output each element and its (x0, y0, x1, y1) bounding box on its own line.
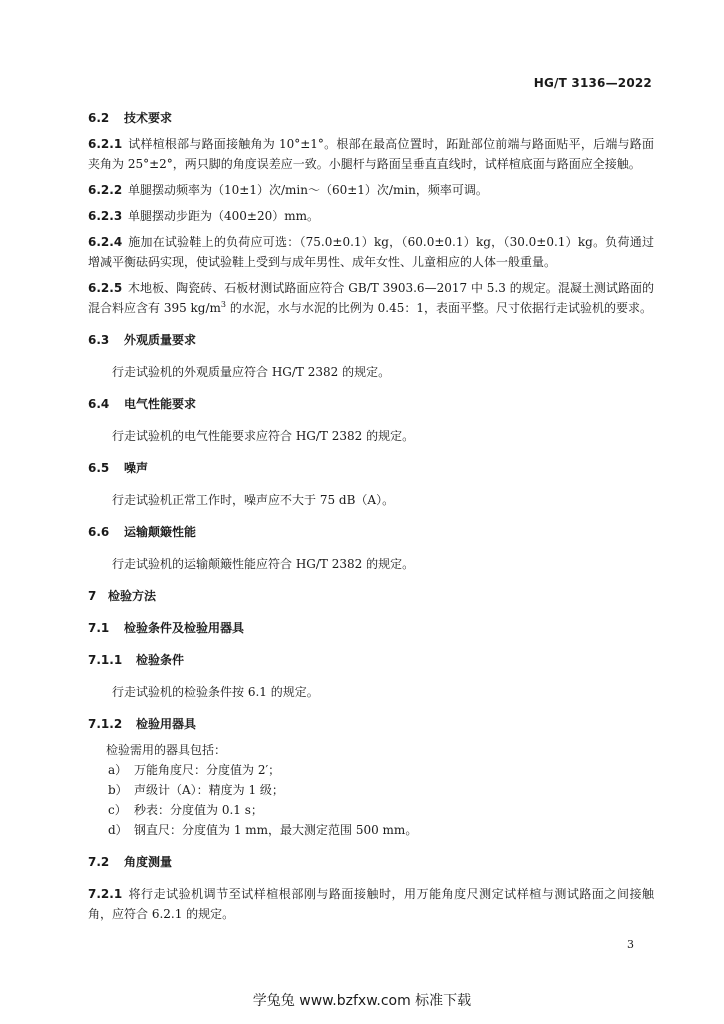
clause-6-5-text: 行走试验机正常工作时，噪声应不大于 75 dB（A）。 (112, 493, 395, 507)
footer-watermark: 学兔兔 www.bzfxw.com 标准下载 (252, 993, 472, 1009)
clause-6-2-3: 6.2.3 单腿摆动步距为（400±20）mm。 (88, 209, 319, 223)
clause-7-2-1: 7.2.1 将行走试验机调节至试样楦根部刚与路面接触时，用万能角度尺测定试样楦与测试路面之间接触角，应符合 6.2.1 的规定。 (88, 887, 654, 921)
clause-6-3-text: 行走试验机的外观质量应符合 HG/T 2382 的规定。 (112, 365, 391, 379)
standard-number: HG/T 3136—2022 (533, 76, 652, 90)
clause-6-4-text: 行走试验机的电气性能要求应符合 HG/T 2382 的规定。 (112, 429, 415, 443)
heading-6-3: 6.3 外观质量要求 (88, 333, 197, 347)
page-number: 3 (627, 938, 634, 951)
heading-6-2: 6.2 技术要求 (88, 111, 173, 125)
heading-7: 7 检验方法 (88, 589, 157, 603)
heading-6-4: 6.4 电气性能要求 (88, 397, 197, 411)
clause-7-1-1-text: 行走试验机的检验条件按 6.1 的规定。 (112, 685, 319, 699)
clause-6-2-2: 6.2.2 单腿摆动频率为（10±1）次/min～（60±1）次/min，频率可调。 (88, 183, 488, 197)
list-item: c） 秒表：分度值为 0.1 s； (108, 803, 263, 817)
clause-6-2-4: 6.2.4 施加在试验鞋上的负荷应可选：（75.0±0.1）kg，（60.0±0.1）kg，（30.0±0.1）kg。负荷通过增减平衡砝码实现，使试验鞋上受到与成年男性、成年女性、儿童相应的人体一般重量。 (88, 235, 654, 269)
document-body (88, 108, 654, 924)
instrument-list (88, 760, 654, 840)
clause-6-2-5: 6.2.5 木地板、陶瓷砖、石板材测试路面应符合 GB/T 3903.6—2017 中 5.3 的规定。混凝土测试路面的混合料应含有 395 $kg/m^3$ 的水泥，水与水泥的比例为 0.45：1，表面平整。尺寸依据行走试验机的要求。 (88, 281, 654, 315)
heading-6-6: 6.6 运输颠簸性能 (88, 525, 197, 539)
heading-7-2: 7.2 角度测量 (88, 855, 173, 869)
clause-6-2-1: 6.2.1 试样楦根部与路面接触角为 10°±1°。根部在最高位置时，跖趾部位前端与路面贴平，后端与路面夹角为 25°±2°，两只脚的角度误差应一致。小腿杆与路面呈垂直直线时，试样楦底面与路面应全接触。 (88, 137, 654, 171)
heading-6-5: 6.5 噪声 (88, 461, 149, 475)
heading-7-1-1: 7.1.1 检验条件 (88, 653, 185, 667)
clause-6-6-text: 行走试验机的运输颠簸性能应符合 HG/T 2382 的规定。 (112, 557, 415, 571)
list-item: a） 万能角度尺：分度值为 2′； (108, 763, 281, 777)
list-item: b） 声级计（A）：精度为 1 级； (108, 783, 284, 797)
list-item: d） 钢直尺：分度值为 1 mm，最大测定范围 500 mm。 (108, 823, 418, 837)
clause-7-1-2-intro: 检验需用的器具包括： (106, 743, 227, 757)
heading-7-1-2: 7.1.2 检验用器具 (88, 717, 197, 731)
heading-7-1: 7.1 检验条件及检验用器具 (88, 621, 245, 635)
